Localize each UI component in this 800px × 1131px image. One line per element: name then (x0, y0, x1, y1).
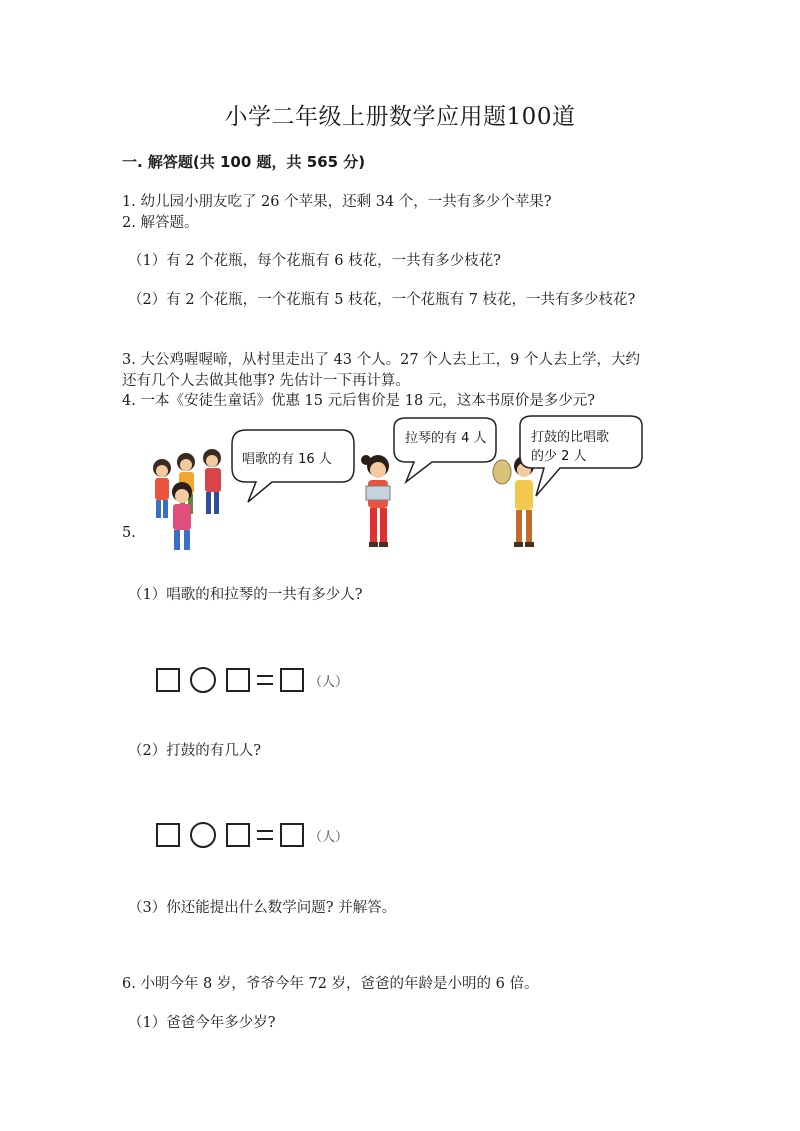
question-3-line-2: 还有几个人去做其他事? 先估计一下再计算。 (122, 373, 410, 389)
blank-box[interactable] (227, 824, 249, 846)
blank-box[interactable] (281, 824, 303, 846)
bubble-text-drum-line-2: 的少 2 人 (531, 449, 587, 464)
formula-boxes (155, 663, 315, 697)
question-2-1: （1）有 2 个花瓶，每个花瓶有 6 枝花，一共有多少枝花? (128, 253, 501, 269)
answer-formula-2 (155, 818, 365, 852)
question-4: 4. 一本《安徒生童话》优惠 15 元后售价是 18 元，这本书原价是多少元? (122, 393, 596, 409)
formula-unit: （人） (309, 675, 349, 690)
operator-circle[interactable] (191, 668, 215, 692)
drum-boy-figure (493, 456, 534, 547)
question-3-line-1: 3. 大公鸡喔喔啼，从村里走出了 43 个人。27 个人去上工，9 个人去上学，大约 (122, 352, 641, 368)
question-5-1: （1）唱歌的和拉琴的一共有多少人? (128, 587, 363, 603)
question-5-3: （3）你还能提出什么数学问题? 并解答。 (128, 900, 397, 916)
page-title: 小学二年级上册数学应用题100道 (224, 104, 576, 130)
question-6-1: （1）爸爸今年多少岁? (128, 1015, 276, 1031)
formula-unit: （人） (309, 830, 349, 845)
singing-children-figure (153, 449, 221, 550)
question-5-2: （2）打鼓的有几人? (128, 743, 261, 759)
question-5: 5. (122, 525, 136, 541)
bubble-text-piano: 拉琴的有 4 人 (405, 431, 487, 446)
question-6: 6. 小明今年 8 岁，爷爷今年 72 岁，爸爸的年龄是小明的 6 倍。 (122, 976, 539, 992)
section-heading: 一. 解答题(共 100 题，共 565 分) (122, 153, 366, 171)
formula-boxes (155, 818, 315, 852)
question-2-2: （2）有 2 个花瓶，一个花瓶有 5 枝花，一个花瓶有 7 枝花，一共有多少枝花? (128, 292, 636, 308)
bubble-text-singing: 唱歌的有 16 人 (242, 452, 332, 467)
operator-circle[interactable] (191, 823, 215, 847)
blank-box[interactable] (157, 824, 179, 846)
blank-box[interactable] (157, 669, 179, 691)
bubble-text-drum-line-1: 打鼓的比唱歌 (531, 430, 610, 445)
blank-box[interactable] (281, 669, 303, 691)
question-2: 2. 解答题。 (122, 215, 199, 231)
question-1: 1. 幼儿园小朋友吃了 26 个苹果，还剩 34 个，一共有多少个苹果? (122, 194, 552, 210)
piano-girl-figure (361, 455, 390, 547)
blank-box[interactable] (227, 669, 249, 691)
answer-formula-1 (155, 663, 365, 697)
